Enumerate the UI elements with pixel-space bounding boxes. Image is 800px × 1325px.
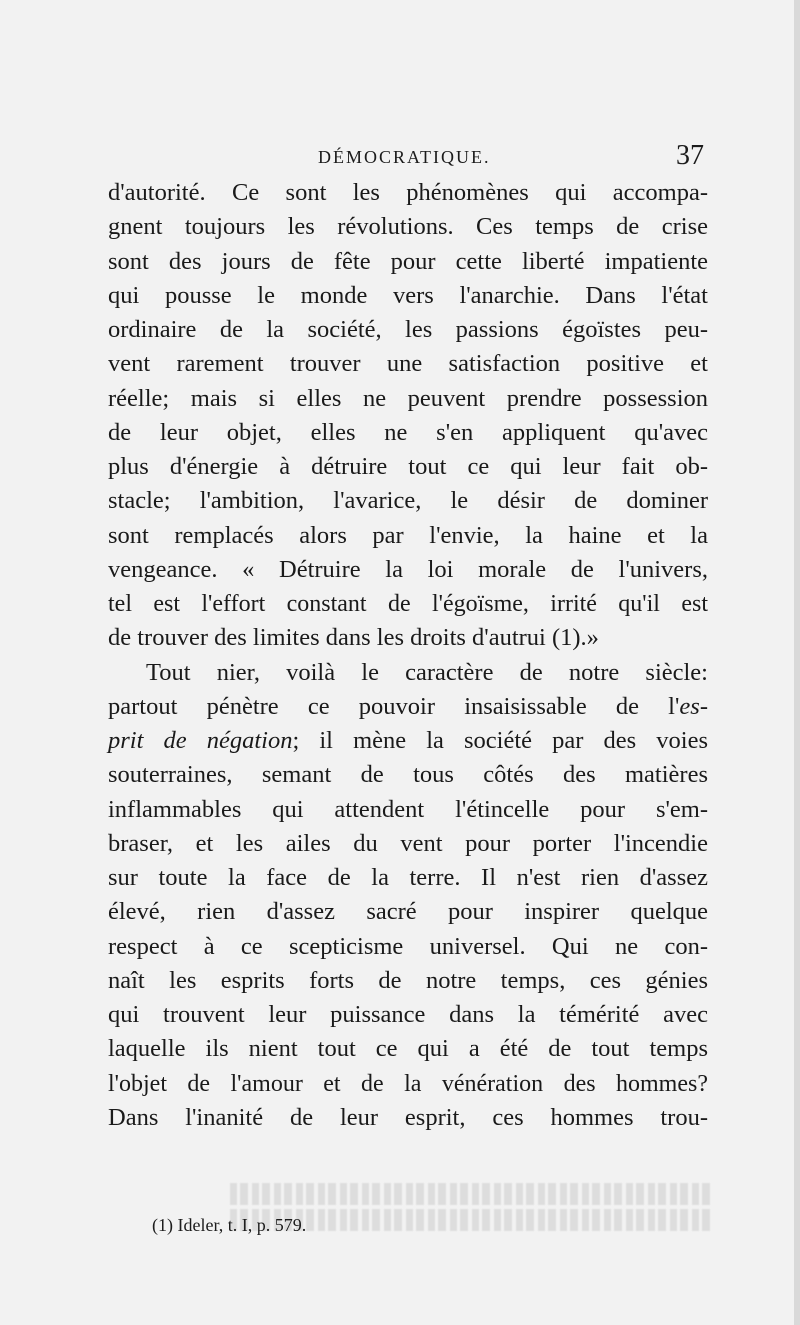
page-edge bbox=[794, 0, 800, 1325]
italic-text: es- bbox=[679, 692, 708, 720]
text-line: braser, et les ailes du vent pour porter l'incendie bbox=[108, 829, 708, 857]
text-line: sont des jours de fête pour cette liberté impatiente bbox=[108, 247, 708, 275]
text-line: plus d'énergie à détruire tout ce qui leur fait ob- bbox=[108, 453, 708, 480]
page-header bbox=[110, 140, 706, 177]
text-line bbox=[108, 724, 708, 758]
text-segment: partout pénètre ce pouvoir insaisissable de l' bbox=[108, 692, 680, 720]
text-line: souterraines, semant de tous côtés des matières bbox=[108, 761, 708, 789]
text-line: qui trouvent leur puissance dans la témérité avec bbox=[108, 1001, 708, 1028]
paragraph-first-line: Tout nier, voilà le caractère de notre siècle: bbox=[146, 658, 708, 686]
text-line: sur toute la face de la terre. Il n'est rien d'assez bbox=[108, 864, 708, 891]
footnote: (1) Ideler, t. I, p. 579. bbox=[152, 1215, 307, 1235]
text-line: de trouver des limites dans les droits d'autrui (1).» bbox=[108, 624, 599, 652]
text-line: sont remplacés alors par l'envie, la haine et la bbox=[108, 521, 708, 549]
text-line: vent rarement trouver une satisfaction positive et bbox=[108, 350, 708, 378]
text-line: gnent toujours les révolutions. Ces temps de crise bbox=[108, 213, 708, 241]
text-line: Dans l'inanité de leur esprit, ces hommes trou- bbox=[108, 1103, 708, 1131]
text-line: respect à ce scepticisme universel. Qui ne con- bbox=[108, 932, 708, 960]
text-line: inflammables qui attendent l'étincelle pour s'em- bbox=[108, 795, 708, 823]
text-segment: ; il mène la société par des voies bbox=[292, 727, 708, 754]
text-line: l'objet de l'amour et de la vénération des hommes? bbox=[108, 1070, 708, 1097]
text-line: qui pousse le monde vers l'anarchie. Dans l'état bbox=[108, 281, 708, 309]
text-line: stacle; l'ambition, l'avarice, le désir de dominer bbox=[108, 487, 708, 515]
text-line: tel est l'effort constant de l'égoïsme, irrité qu'il est bbox=[108, 591, 708, 617]
text-line: de leur objet, elles ne s'en appliquent qu'avec bbox=[108, 418, 708, 446]
page-number: 37 bbox=[676, 140, 704, 171]
text-line: réelle; mais si elles ne peuvent prendre possession bbox=[108, 384, 708, 412]
show-through-line bbox=[230, 1183, 710, 1205]
text-line: laquelle ils nient tout ce qui a été de tout temps bbox=[108, 1035, 708, 1063]
text-line: vengeance. « Détruire la loi morale de l'univers, bbox=[108, 555, 708, 583]
text-line: naît les esprits forts de notre temps, ces génies bbox=[108, 966, 708, 994]
italic-text: prit de négation bbox=[108, 727, 293, 754]
body-text bbox=[108, 176, 708, 1135]
text-line: d'autorité. Ce sont les phénomènes qui accompa- bbox=[108, 179, 708, 206]
text-line bbox=[108, 690, 708, 724]
text-line: ordinaire de la société, les passions égoïstes peu- bbox=[108, 316, 708, 343]
running-head: DÉMOCRATIQUE. bbox=[318, 147, 491, 167]
text-line: élevé, rien d'assez sacré pour inspirer quelque bbox=[108, 898, 708, 926]
